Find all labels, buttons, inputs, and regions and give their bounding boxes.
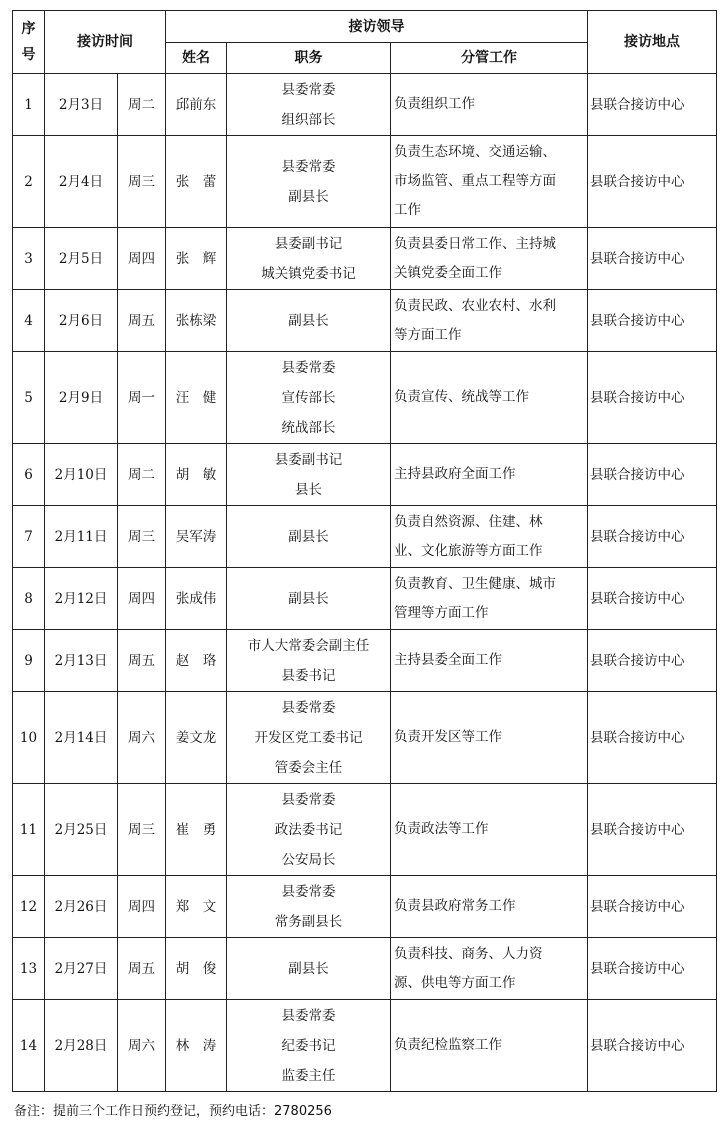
row-seq: 11 xyxy=(13,784,45,876)
row-date: 2月12日 xyxy=(45,568,118,630)
row-location: 县联合接访中心 xyxy=(588,444,717,506)
position-line: 城关镇党委书记 xyxy=(261,265,356,282)
row-position xyxy=(227,1000,391,1092)
row-name: 姜文龙 xyxy=(166,692,227,784)
row-location: 县联合接访中心 xyxy=(588,506,717,568)
position-line: 副县长 xyxy=(288,528,329,545)
responsibility-line: 负责纪检监察工作 xyxy=(394,1037,502,1053)
row-seq: 13 xyxy=(13,938,45,1000)
schedule-body xyxy=(13,74,717,1092)
row-location: 县联合接访中心 xyxy=(588,1000,717,1092)
responsibility-line: 负责教育、卫生健康、城市 xyxy=(394,575,556,592)
row-date: 2月3日 xyxy=(45,74,118,136)
position-line: 副县长 xyxy=(288,188,329,205)
row-weekday: 周三 xyxy=(118,136,166,228)
header-time: 接访时间 xyxy=(45,11,166,74)
row-position xyxy=(227,938,391,1000)
responsibility-line: 关镇党委全面工作 xyxy=(394,264,502,281)
responsibility-line: 负责科技、商务、人力资 xyxy=(394,945,543,962)
row-seq: 6 xyxy=(13,444,45,506)
row-responsibility xyxy=(391,876,588,938)
row-seq: 7 xyxy=(13,506,45,568)
row-responsibility xyxy=(391,630,588,692)
row-responsibility xyxy=(391,290,588,352)
responsibility-line: 负责县政府常务工作 xyxy=(394,898,516,914)
position-line: 县委副书记 xyxy=(274,451,343,468)
table-row xyxy=(13,352,717,444)
row-responsibility xyxy=(391,506,588,568)
row-weekday: 周四 xyxy=(118,228,166,290)
header-seq: 序 号 xyxy=(13,11,45,74)
row-responsibility xyxy=(391,136,588,228)
row-weekday: 周二 xyxy=(118,74,166,136)
row-name: 张成伟 xyxy=(166,568,227,630)
position-line: 副县长 xyxy=(288,590,329,607)
header-responsibility: 分管工作 xyxy=(391,43,588,74)
row-responsibility xyxy=(391,1000,588,1092)
table-row xyxy=(13,876,717,938)
row-date: 2月28日 xyxy=(45,1000,118,1092)
row-name: 崔 勇 xyxy=(166,784,227,876)
row-seq: 5 xyxy=(13,352,45,444)
row-location: 县联合接访中心 xyxy=(588,228,717,290)
reception-schedule-table xyxy=(12,10,717,1092)
row-seq: 14 xyxy=(13,1000,45,1092)
position-line: 宣传部长 xyxy=(281,389,336,406)
position-line: 县委副书记 xyxy=(274,235,343,252)
row-weekday: 周六 xyxy=(118,1000,166,1092)
row-responsibility xyxy=(391,784,588,876)
row-name: 邱前东 xyxy=(166,74,227,136)
row-date: 2月6日 xyxy=(45,290,118,352)
row-responsibility xyxy=(391,692,588,784)
table-row xyxy=(13,136,717,228)
row-seq: 12 xyxy=(13,876,45,938)
row-seq: 3 xyxy=(13,228,45,290)
row-location: 县联合接访中心 xyxy=(588,692,717,784)
responsibility-line: 等方面工作 xyxy=(394,326,462,343)
row-weekday: 周五 xyxy=(118,630,166,692)
position-line: 组织部长 xyxy=(281,111,336,128)
row-location: 县联合接访中心 xyxy=(588,568,717,630)
responsibility-line: 负责县委日常工作、主持城 xyxy=(394,235,556,252)
table-row xyxy=(13,74,717,136)
position-line: 县委常委 xyxy=(281,1007,336,1024)
row-location: 县联合接访中心 xyxy=(588,784,717,876)
position-line: 县委常委 xyxy=(281,158,336,175)
position-line: 县委常委 xyxy=(281,699,336,716)
row-date: 2月25日 xyxy=(45,784,118,876)
table-row xyxy=(13,784,717,876)
row-name: 张 辉 xyxy=(166,228,227,290)
row-seq: 9 xyxy=(13,630,45,692)
responsibility-line: 负责开发区等工作 xyxy=(394,729,502,745)
row-weekday: 周六 xyxy=(118,692,166,784)
row-seq: 4 xyxy=(13,290,45,352)
position-line: 县委常委 xyxy=(281,883,336,900)
row-location: 县联合接访中心 xyxy=(588,136,717,228)
position-line: 常务副县长 xyxy=(274,913,343,930)
row-date: 2月9日 xyxy=(45,352,118,444)
row-date: 2月27日 xyxy=(45,938,118,1000)
header-name: 姓名 xyxy=(166,43,227,74)
row-seq: 1 xyxy=(13,74,45,136)
footnote: 备注：提前三个工作日预约登记，预约电话：2780256 xyxy=(14,1104,332,1119)
row-location: 县联合接访中心 xyxy=(588,630,717,692)
responsibility-line: 负责生态环境、交通运输、 xyxy=(394,144,556,160)
row-date: 2月10日 xyxy=(45,444,118,506)
row-name: 张栋梁 xyxy=(166,290,227,352)
position-line: 副县长 xyxy=(288,312,329,329)
table-row xyxy=(13,938,717,1000)
row-location: 县联合接访中心 xyxy=(588,938,717,1000)
table-row xyxy=(13,444,717,506)
row-seq: 2 xyxy=(13,136,45,228)
position-line: 管委会主任 xyxy=(274,759,343,776)
row-name: 汪 健 xyxy=(166,352,227,444)
row-location: 县联合接访中心 xyxy=(588,290,717,352)
row-seq: 10 xyxy=(13,692,45,784)
row-name: 张 蕾 xyxy=(166,136,227,228)
position-line: 县委书记 xyxy=(281,667,336,684)
table-row xyxy=(13,228,717,290)
table-row xyxy=(13,568,717,630)
row-weekday: 周三 xyxy=(118,506,166,568)
row-date: 2月5日 xyxy=(45,228,118,290)
row-responsibility xyxy=(391,444,588,506)
responsibility-line: 负责宣传、统战等工作 xyxy=(394,389,529,405)
row-position xyxy=(227,630,391,692)
row-position xyxy=(227,784,391,876)
table-row xyxy=(13,692,717,784)
position-line: 公安局长 xyxy=(281,851,336,868)
position-line: 县委常委 xyxy=(281,791,336,808)
row-name: 吴军涛 xyxy=(166,506,227,568)
row-responsibility xyxy=(391,568,588,630)
row-weekday: 周四 xyxy=(118,876,166,938)
table-row xyxy=(13,630,717,692)
row-position xyxy=(227,692,391,784)
row-responsibility xyxy=(391,352,588,444)
row-position xyxy=(227,444,391,506)
row-seq: 8 xyxy=(13,568,45,630)
schedule-table-wrapper xyxy=(12,10,716,1092)
row-location: 县联合接访中心 xyxy=(588,876,717,938)
row-weekday: 周五 xyxy=(118,938,166,1000)
row-date: 2月14日 xyxy=(45,692,118,784)
row-weekday: 周一 xyxy=(118,352,166,444)
table-row xyxy=(13,1000,717,1092)
row-position xyxy=(227,74,391,136)
row-responsibility xyxy=(391,228,588,290)
position-line: 副县长 xyxy=(288,960,329,977)
position-line: 统战部长 xyxy=(281,419,336,436)
row-position xyxy=(227,506,391,568)
header-location: 接访地点 xyxy=(588,11,717,74)
responsibility-line: 负责民政、农业农村、水利 xyxy=(394,297,556,314)
table-row xyxy=(13,506,717,568)
row-location: 县联合接访中心 xyxy=(588,74,717,136)
row-position xyxy=(227,568,391,630)
responsibility-line: 负责政法等工作 xyxy=(394,821,489,837)
responsibility-line: 负责组织工作 xyxy=(394,96,475,112)
position-line: 监委主任 xyxy=(281,1067,336,1084)
responsibility-line: 市场监管、重点工程等方面 xyxy=(394,173,556,189)
position-line: 县委常委 xyxy=(281,359,336,376)
responsibility-line: 主持县政府全面工作 xyxy=(394,466,516,482)
row-name: 郑 文 xyxy=(166,876,227,938)
row-location: 县联合接访中心 xyxy=(588,352,717,444)
table-row xyxy=(13,290,717,352)
row-position xyxy=(227,876,391,938)
responsibility-line: 源、供电等方面工作 xyxy=(394,974,516,991)
header-row-1 xyxy=(13,11,717,43)
row-date: 2月4日 xyxy=(45,136,118,228)
responsibility-line: 业、文化旅游等方面工作 xyxy=(394,542,543,559)
row-position xyxy=(227,290,391,352)
row-name: 胡 俊 xyxy=(166,938,227,1000)
position-line: 县长 xyxy=(295,481,322,498)
position-line: 政法委书记 xyxy=(274,821,343,838)
row-name: 林 涛 xyxy=(166,1000,227,1092)
position-line: 开发区党工委书记 xyxy=(254,729,363,746)
position-line: 纪委书记 xyxy=(281,1037,336,1054)
responsibility-line: 负责自然资源、住建、林 xyxy=(394,513,543,530)
responsibility-line: 管理等方面工作 xyxy=(394,604,489,621)
row-responsibility xyxy=(391,938,588,1000)
row-position xyxy=(227,136,391,228)
row-weekday: 周二 xyxy=(118,444,166,506)
position-line: 县委常委 xyxy=(281,81,336,98)
row-date: 2月11日 xyxy=(45,506,118,568)
row-date: 2月13日 xyxy=(45,630,118,692)
row-weekday: 周五 xyxy=(118,290,166,352)
row-weekday: 周四 xyxy=(118,568,166,630)
header-position: 职务 xyxy=(227,43,391,74)
row-weekday: 周三 xyxy=(118,784,166,876)
responsibility-line: 主持县委全面工作 xyxy=(394,652,502,668)
row-position xyxy=(227,352,391,444)
row-responsibility xyxy=(391,74,588,136)
row-name: 赵 珞 xyxy=(166,630,227,692)
row-date: 2月26日 xyxy=(45,876,118,938)
responsibility-line: 工作 xyxy=(394,202,421,218)
position-line: 市人大常委会副主任 xyxy=(247,637,370,654)
row-name: 胡 敏 xyxy=(166,444,227,506)
header-leader: 接访领导 xyxy=(166,11,588,43)
row-position xyxy=(227,228,391,290)
